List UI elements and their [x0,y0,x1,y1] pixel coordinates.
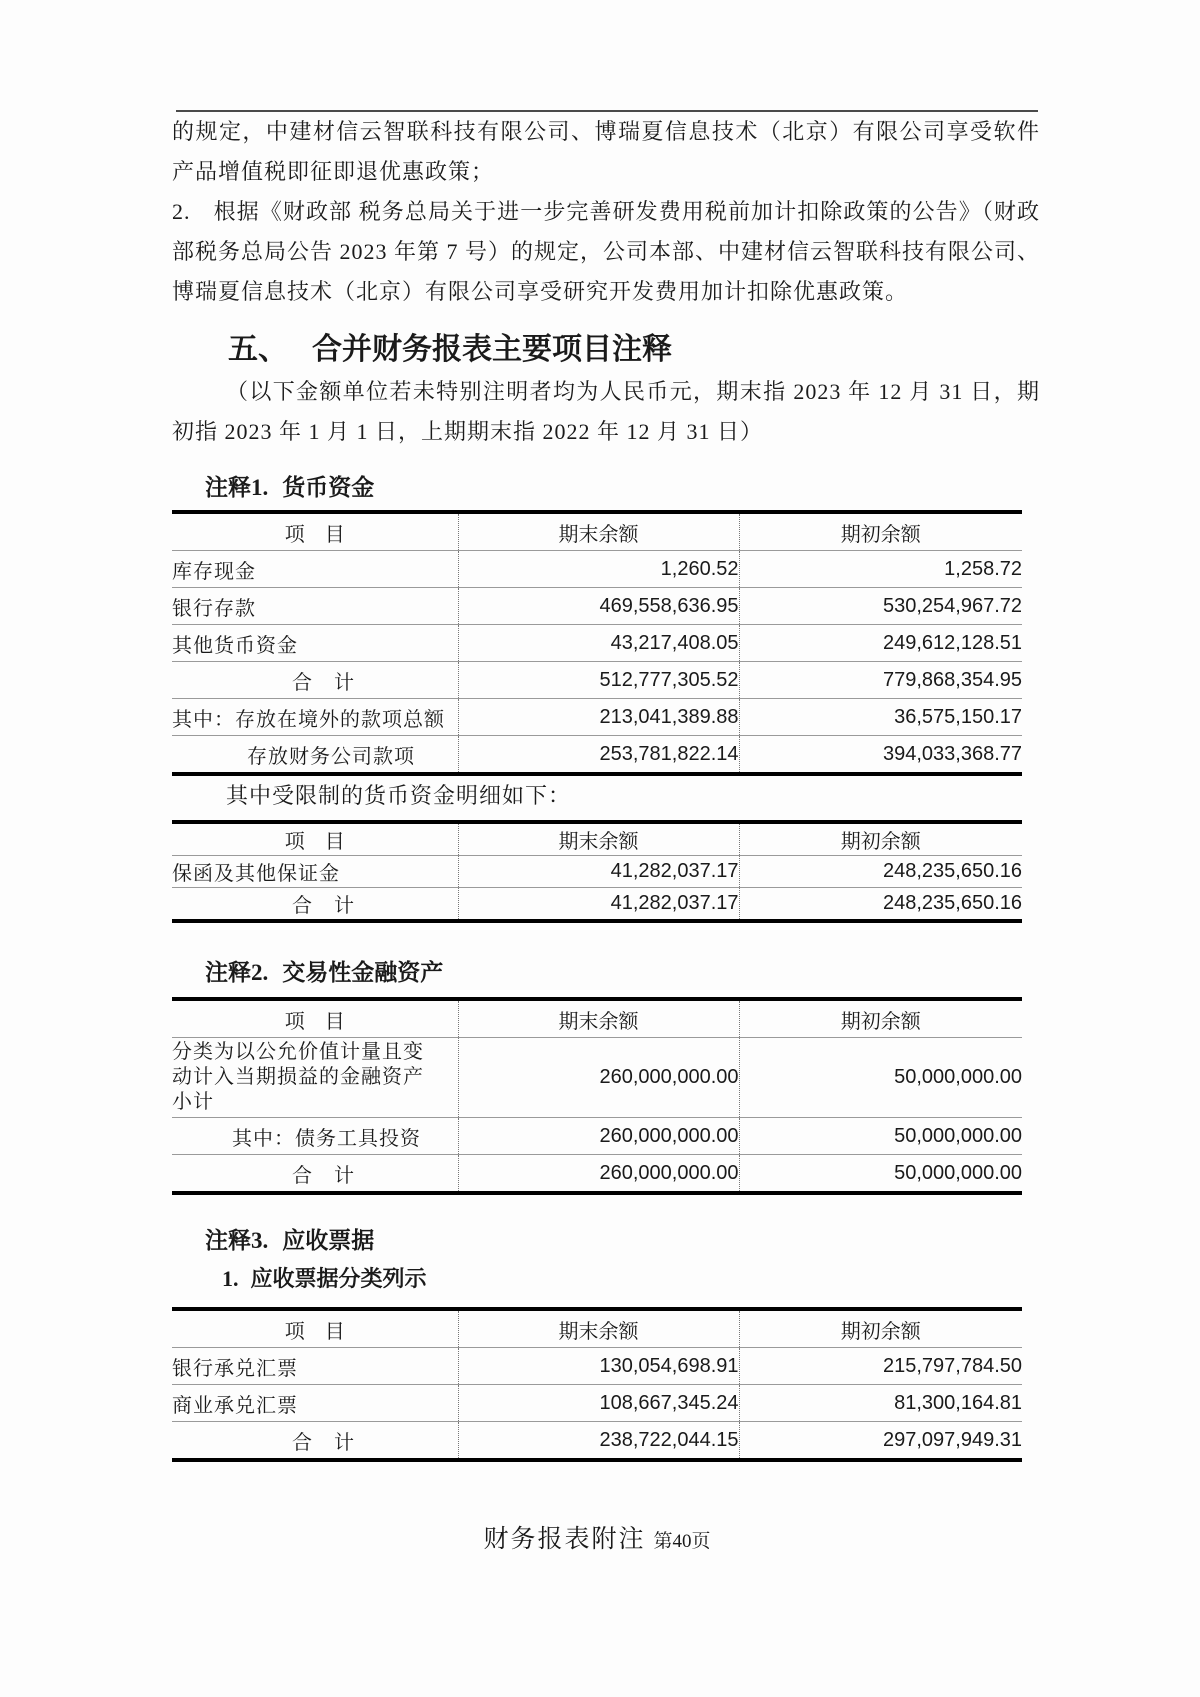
row-beginning-value: 248,235,650.16 [739,856,1022,888]
col-header-ending-balance: 期末余额 [458,822,739,856]
row-ending-value: 1,260.52 [458,551,739,588]
note3-sub-title: 应收票据分类列示 [250,1266,427,1291]
row-item-label: 库存现金 [172,551,458,588]
row-beginning-value: 297,097,949.31 [882,1428,1022,1451]
row-beginning-value: 530,254,967.72 [739,588,1022,625]
table-row [172,588,1022,625]
row-beginning-value: 50,000,000.00 [894,1161,1022,1184]
note1-heading [172,470,1040,506]
note1-label: 注释1. [205,475,269,500]
note2-label: 注释2. [205,960,269,985]
table-row [172,699,1022,736]
row-ending-value: 43,217,408.05 [458,625,739,662]
row-item-label: 其中：存放在境外的款项总额 [172,699,458,736]
money-funds-table [172,510,1022,776]
row-item-label: 合 计 [172,888,458,922]
col-header-ending-balance: 期末余额 [458,999,739,1038]
row-beginning-value: 50,000,000.00 [739,1038,1022,1118]
row-ending-value: 238,722,044.15 [458,1422,739,1461]
col-header-item: 项 目 [172,999,458,1038]
table-row-total [172,888,1022,922]
note3-title: 应收票据 [282,1228,375,1253]
row-item-label: 分类为以公允价值计量且变动计入当期损益的金融资产小计 [172,1038,458,1118]
note3-sub-label: 1. [222,1266,239,1291]
restricted-funds-table [172,820,1022,923]
row-item-label: 银行承兑汇票 [172,1348,458,1385]
row-beginning-value: 394,033,368.77 [882,742,1022,765]
col-header-beginning-balance: 期初余额 [739,1309,1022,1348]
row-beginning-value: 779,868,354.95 [739,662,1022,699]
col-header-item: 项 目 [172,1309,458,1348]
table-row [172,1348,1022,1385]
table-row [172,856,1022,888]
page-content [172,110,1040,1563]
section-title: 合并财务报表主要项目注释 [312,333,672,366]
row-beginning-value: 248,235,650.16 [882,892,1022,914]
row-item-label: 银行存款 [172,588,458,625]
section-number: 五、 [228,333,288,366]
row-beginning-value: 36,575,150.17 [739,699,1022,736]
restricted-funds-note: 其中受限制的货币资金明细如下： [226,783,572,808]
col-header-beginning-balance: 期初余额 [739,512,1022,551]
table-row [172,1118,1022,1155]
row-item-label: 其他货币资金 [172,625,458,662]
row-beginning-value: 1,258.72 [739,551,1022,588]
row-beginning-value: 249,612,128.51 [739,625,1022,662]
table-header-row [172,512,1022,551]
row-item-label: 商业承兑汇票 [172,1385,458,1422]
row-item-label: 存放财务公司款项 [172,736,458,775]
note2-heading [172,955,1040,991]
row-ending-value: 108,667,345.24 [458,1385,739,1422]
row-ending-value: 41,282,037.17 [458,856,739,888]
table-header-row [172,822,1022,856]
row-ending-value: 213,041,389.88 [458,699,739,736]
row-item-label: 其中：债务工具投资 [172,1118,458,1155]
notes-receivable-table [172,1307,1022,1462]
col-header-item: 项 目 [172,512,458,551]
row-item-label: 合 计 [172,1422,458,1461]
row-ending-value: 41,282,037.17 [458,888,739,922]
row-beginning-value: 215,797,784.50 [739,1348,1022,1385]
row-ending-value: 260,000,000.00 [458,1118,739,1155]
footer-title: 财务报表附注 [483,1526,646,1553]
col-header-ending-balance: 期末余额 [458,512,739,551]
note3-heading [172,1223,1040,1259]
col-header-ending-balance: 期末余额 [458,1309,739,1348]
table-header-row [172,999,1022,1038]
table-row-total [172,1422,1022,1461]
note1-title: 货币资金 [282,475,375,500]
row-item-label: 合 计 [172,1155,458,1194]
footer-page-number: 第40页 [653,1531,711,1552]
table-row-total [172,1155,1022,1194]
row-ending-value: 469,558,636.95 [458,588,739,625]
paragraph-rd-deduction: 2. 根据《财政部 税务总局关于进一步完善研发费用税前加计扣除政策的公告》（财政部税务总局公告 2023 年第 7 号）的规定，公司本部、中建材信云智联科技有限公司、博瑞夏信息技术（北京）有限公司享受研究开发费用加计扣除优惠政策。 [172,199,1041,304]
table-row [172,551,1022,588]
col-header-item: 项 目 [172,822,458,856]
table-header-row [172,1309,1022,1348]
section-heading [172,328,1040,372]
note3-sub-heading [172,1261,1040,1297]
row-item-label: 保函及其他保证金 [172,856,458,888]
page-footer [172,1520,1022,1563]
trading-financial-assets-table [172,997,1022,1195]
table-row [172,1385,1022,1422]
row-ending-value: 130,054,698.91 [458,1348,739,1385]
row-ending-value: 253,781,822.14 [458,736,739,775]
table-row [172,1038,1022,1118]
table-row [172,625,1022,662]
row-item-label: 合 计 [172,662,458,699]
note2-title: 交易性金融资产 [282,960,444,985]
paragraph-scope-note: （以下金额单位若未特别注明者均为人民币元，期末指 2023 年 12 月 31 日，期初指 2023 年 1 月 1 日，上期期末指 2022 年 12 月 31 日） [172,379,1040,444]
row-ending-value: 260,000,000.00 [458,1038,739,1118]
row-ending-value: 260,000,000.00 [458,1155,739,1194]
table-row [172,736,1022,775]
col-header-beginning-balance: 期初余额 [739,822,1022,856]
row-beginning-value: 81,300,164.81 [739,1385,1022,1422]
paragraph-vat-policy: 的规定，中建材信云智联科技有限公司、博瑞夏信息技术（北京）有限公司享受软件产品增值税即征即退优惠政策； [172,119,1040,184]
row-ending-value: 512,777,305.52 [458,662,739,699]
col-header-beginning-balance: 期初余额 [739,999,1022,1038]
row-beginning-value: 50,000,000.00 [739,1118,1022,1155]
note3-label: 注释3. [205,1228,269,1253]
table-row-total [172,662,1022,699]
